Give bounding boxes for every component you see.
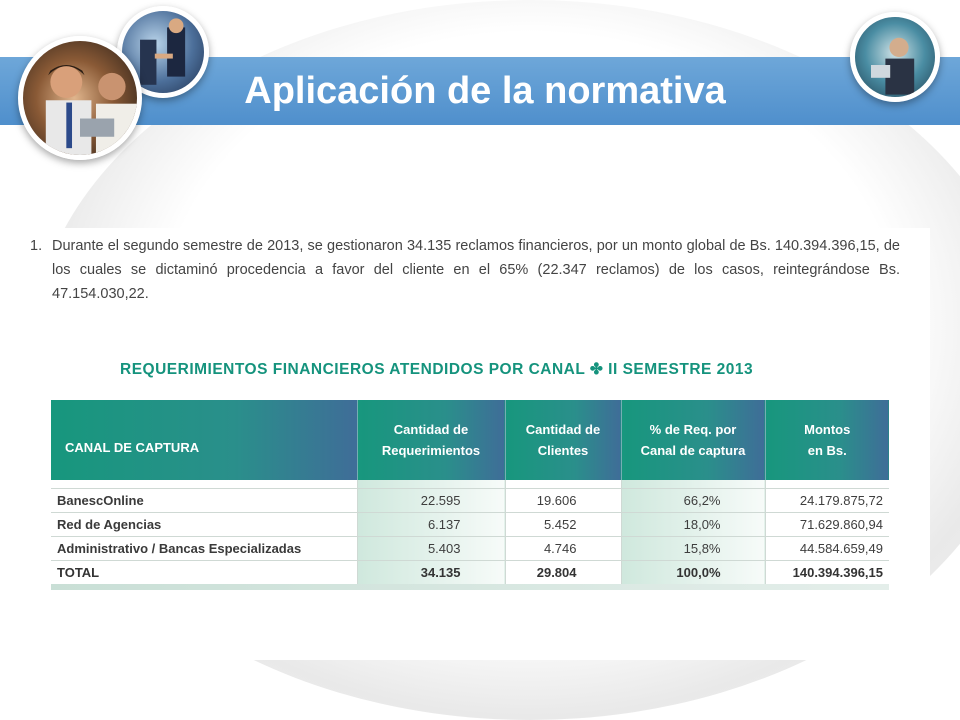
table-spacer	[51, 480, 889, 489]
total-requirements: 34.135	[357, 561, 505, 585]
header-clients: Cantidad de Clientes	[505, 400, 621, 480]
document-image	[30, 228, 930, 660]
table-title: REQUERIMIENTOS FINANCIEROS ATENDIDOS POR CANAL ✤ II SEMESTRE 2013	[120, 361, 754, 378]
total-clients: 29.804	[505, 561, 621, 585]
summary-paragraph	[30, 234, 900, 306]
row-requirements: 5.403	[357, 537, 505, 561]
row-amount: 44.584.659,49	[765, 537, 889, 561]
row-channel: Administrativo / Bancas Especializadas	[51, 537, 357, 561]
row-percent: 66,2%	[621, 489, 765, 513]
table-row	[51, 513, 889, 537]
row-channel: BanescOnline	[51, 489, 357, 513]
header-channel: CANAL DE CAPTURA	[51, 400, 357, 480]
row-percent: 18,0%	[621, 513, 765, 537]
photo-office-workers-icon	[18, 36, 142, 160]
row-requirements: 22.595	[357, 489, 505, 513]
header-requirements: Cantidad de Requerimientos	[357, 400, 505, 480]
total-label: TOTAL	[51, 561, 357, 585]
total-percent: 100,0%	[621, 561, 765, 585]
header-amount: Montos en Bs.	[765, 400, 889, 480]
row-requirements: 6.137	[357, 513, 505, 537]
channel-table	[51, 400, 889, 590]
paragraph-number: 1.	[30, 238, 43, 254]
row-amount: 71.629.860,94	[765, 513, 889, 537]
row-channel: Red de Agencias	[51, 513, 357, 537]
row-clients: 5.452	[505, 513, 621, 537]
photo-businessman-icon	[850, 12, 940, 102]
header-percent: % de Req. por Canal de captura	[621, 400, 765, 480]
table-total-row	[51, 561, 889, 585]
total-amount: 140.394.396,15	[792, 565, 883, 580]
row-percent: 15,8%	[621, 537, 765, 561]
row-amount: 24.179.875,72	[765, 489, 889, 513]
table-row	[51, 537, 889, 561]
slide-title: Aplicación de la normativa	[244, 70, 726, 112]
paragraph-text: Durante el segundo semestre de 2013, se gestionaron 34.135 reclamos financieros, por un monto global de Bs. 140.394.396,15, de los cuales se dictaminó procedencia a favor del cliente en el 65% (22.347 reclamos) de los casos, reintegrándose Bs. 47.154.030,22.	[52, 238, 900, 302]
row-clients: 19.606	[505, 489, 621, 513]
table-row	[51, 489, 889, 513]
row-clients: 4.746	[505, 537, 621, 561]
table-bottom-rule	[51, 584, 889, 590]
